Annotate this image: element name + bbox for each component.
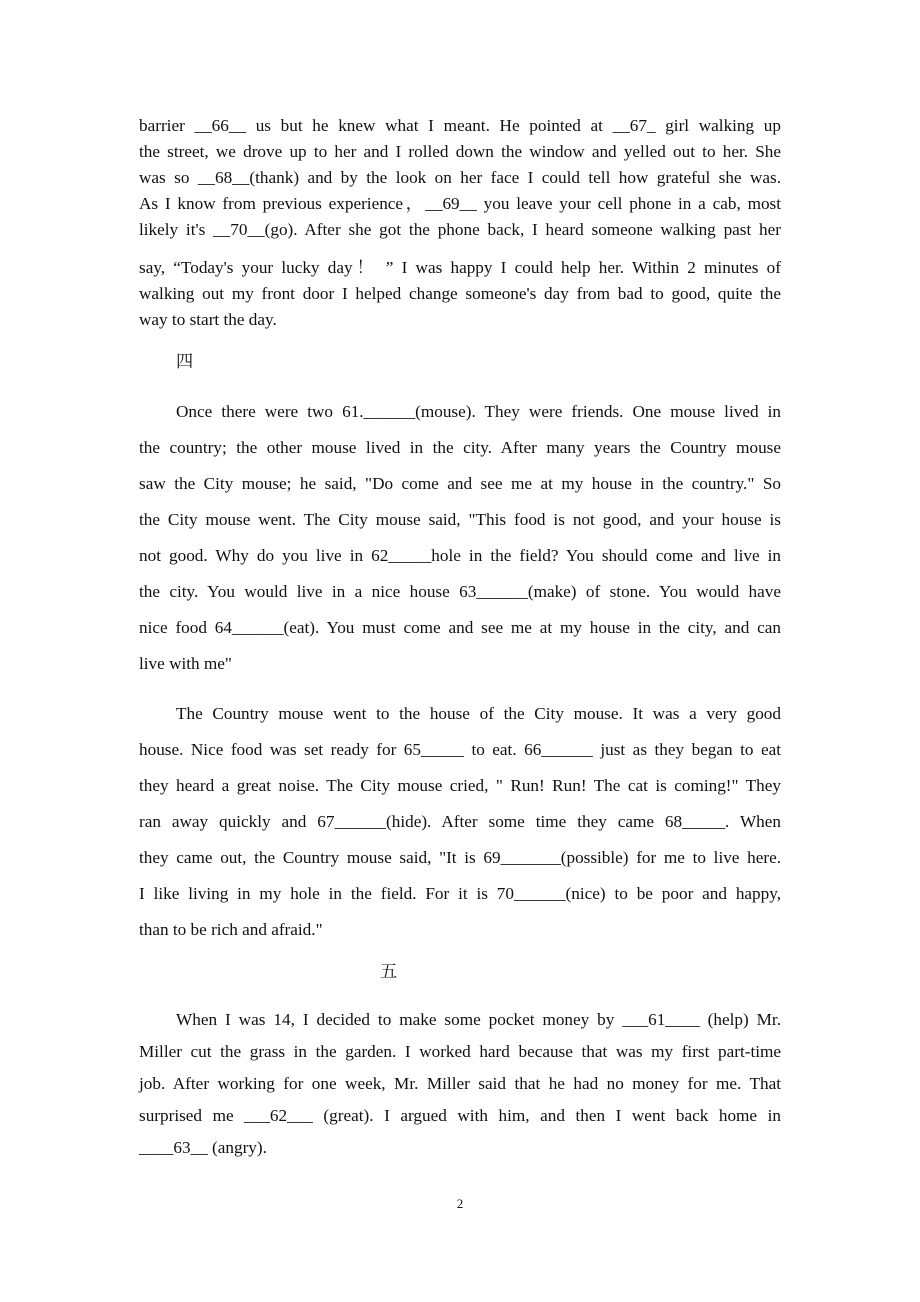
text-line: job. After working for one week, Mr. Miller said that he had no money for me. That (139, 1074, 781, 1093)
text-line: When I was 14, I decided to make some pocket money by ___61____ (help) Mr. (176, 1010, 781, 1029)
section-heading: 五 (380, 962, 398, 981)
text-line: say, “Today's your lucky day！ ” I was happy I could help her. Within 2 minutes of (139, 258, 781, 277)
text-line: live with me" (139, 654, 232, 673)
text-line: As I know from previous experience，__69__ you leave your cell phone in a cab, most (139, 194, 781, 213)
text-line: saw the City mouse; he said, "Do come and see me at my house in the country." So (139, 474, 781, 493)
text-line: the country; the other mouse lived in the city. After many years the Country mouse (139, 438, 781, 457)
text-line: way to start the day. (139, 310, 277, 329)
text-line: ran away quickly and 67______(hide). After some time they came 68_____. When (139, 812, 781, 831)
text-line: they came out, the Country mouse said, "It is 69_______(possible) for me to live here. (139, 848, 781, 867)
text-line: than to be rich and afraid." (139, 920, 323, 939)
text-line: the City mouse went. The City mouse said, "This food is not good, and your house is (139, 510, 781, 529)
text-line: surprised me ___62___ (great). I argued with him, and then I went back home in (139, 1106, 781, 1125)
text-line: The Country mouse went to the house of the City mouse. It was a very good (176, 704, 781, 723)
text-line: not good. Why do you live in 62_____hole in the field? You should come and live in (139, 546, 781, 565)
text-line: they heard a great noise. The City mouse cried, " Run! Run! The cat is coming!" They (139, 776, 781, 795)
text-line: the street, we drove up to her and I rolled down the window and yelled out to her. She (139, 142, 781, 161)
text-line: walking out my front door I helped change someone's day from bad to good, quite the (139, 284, 781, 303)
text-line: Miller cut the grass in the garden. I worked hard because that was my first part-time (139, 1042, 781, 1061)
text-line: house. Nice food was set ready for 65_____ to eat. 66______ just as they began to eat (139, 740, 781, 759)
text-line: I like living in my hole in the field. For it is 70______(nice) to be poor and happy, (139, 884, 781, 903)
text-line: ____63__ (angry). (139, 1138, 267, 1157)
text-line: the city. You would live in a nice house 63______(make) of stone. You would have (139, 582, 781, 601)
text-line: nice food 64______(eat). You must come and see me at my house in the city, and can (139, 618, 781, 637)
text-line: barrier __66__ us but he knew what I meant. He pointed at __67_ girl walking up (139, 116, 781, 135)
text-line: was so __68__(thank) and by the look on her face I could tell how grateful she was. (139, 168, 781, 187)
section-heading: 四 (176, 352, 194, 371)
text-line: Once there were two 61.______(mouse). They were friends. One mouse lived in (176, 402, 781, 421)
text-line: likely it's __70__(go). After she got the phone back, I heard someone walking past her (139, 220, 781, 239)
page-number: 2 (456, 1196, 464, 1211)
